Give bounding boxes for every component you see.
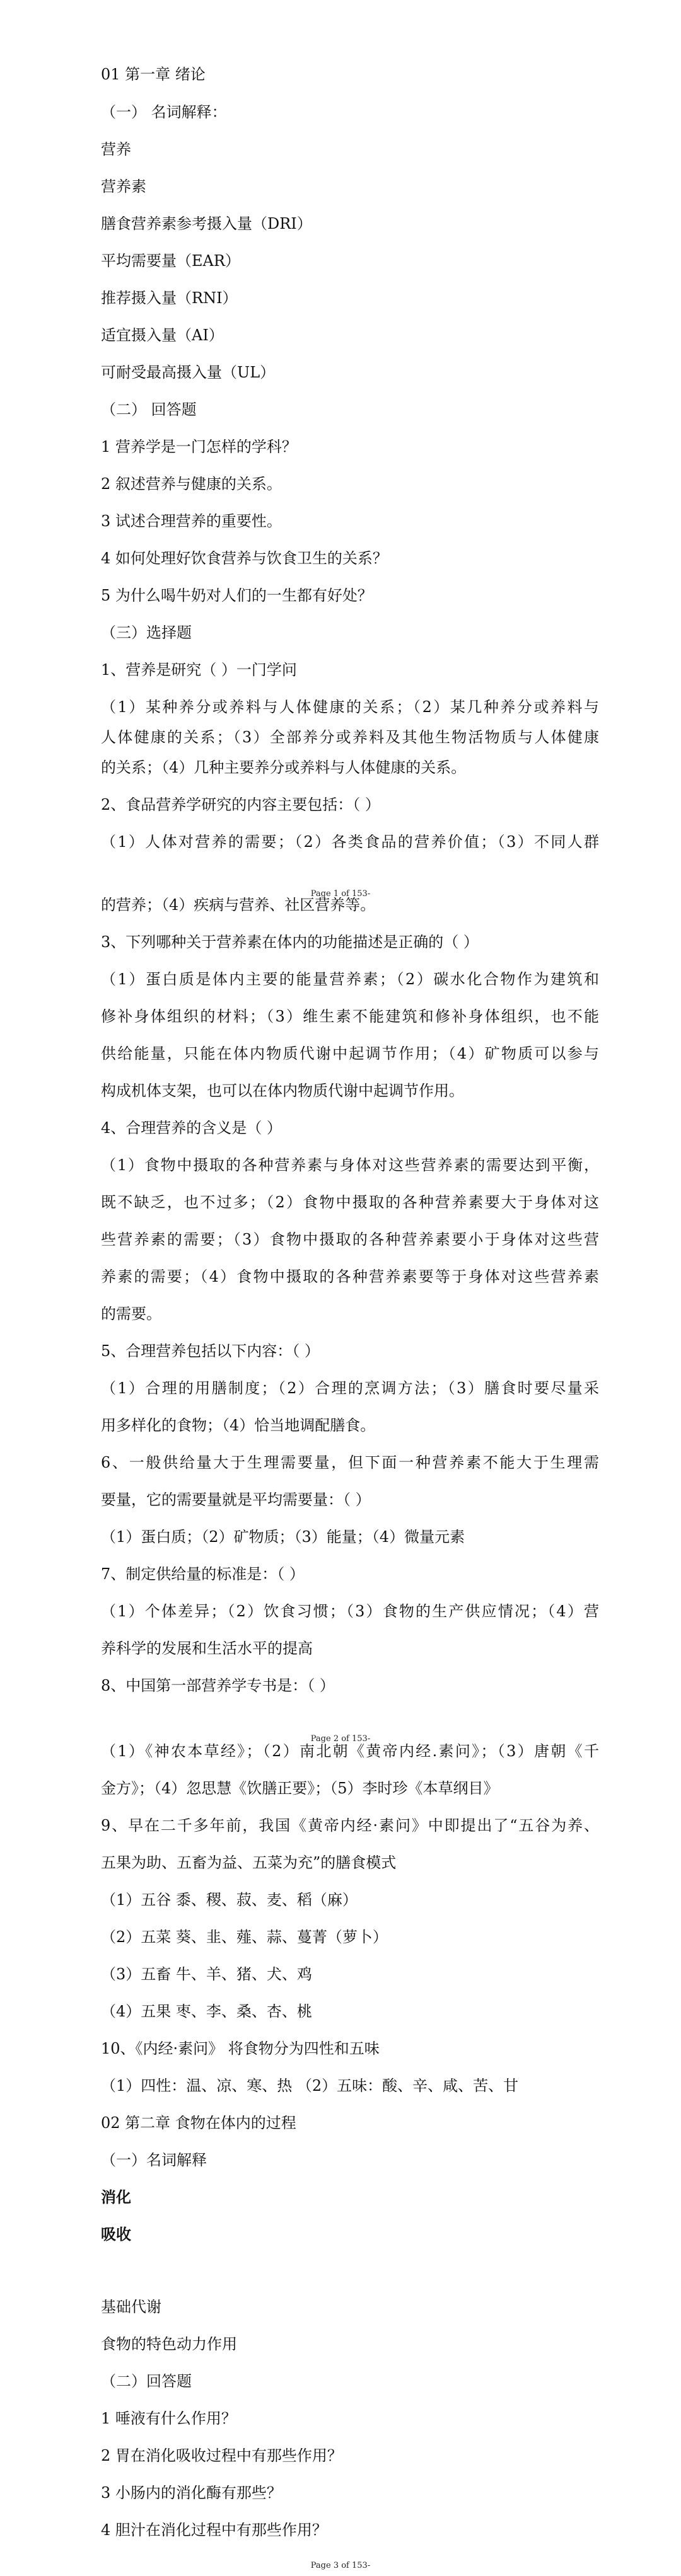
page-number: Page 1 of 153-: [310, 889, 371, 899]
answer-option-line: 养科学的发展和生活水平的提高: [101, 1640, 313, 1657]
term: 基础代谢: [101, 2298, 161, 2316]
answer-option-line: 的营养；（4）疾病与营养、社区营养等。: [101, 896, 376, 914]
term: 可耐受最高摄入量（UL）: [101, 364, 276, 381]
section-heading: （二） 回答题: [101, 401, 197, 418]
chapter-heading: 01 第一章 绪论: [101, 66, 206, 83]
question: 要量，它的需要量就是平均需要量：（ ）: [101, 1491, 371, 1509]
answer-option-line: （2）五菜 葵、韭、薤、蒜、蔓菁（萝卜）: [101, 1928, 388, 1946]
answer-option-line: 的关系；（4）几种主要养分或养料与人体健康的关系。: [101, 759, 467, 776]
answer-option-line: （4）五果 枣、李、桑、杏、桃: [101, 2003, 312, 2020]
term: 食物的特色动力作用: [101, 2335, 237, 2353]
term: 消化: [101, 2188, 131, 2206]
answer-option-line: （1）个体差异；（2）饮食习惯；（3）食物的生产供应情况；（4）营: [101, 1602, 599, 1620]
section-heading: （一） 名词解释：: [101, 103, 227, 121]
question: 3 试述合理营养的重要性。: [101, 512, 282, 530]
question: 7、制定供给量的标准是：（ ）: [101, 1565, 305, 1583]
answer-option-line: （1）四性：温、凉、寒、热 （2）五味：酸、辛、咸、苦、甘: [101, 2077, 519, 2095]
answer-option-line: 人体健康的关系；（3）全部养分或养料及其他生物活物质与人体健康: [101, 728, 599, 746]
answer-option-line: （1）五谷 黍、稷、菽、麦、稻（麻）: [101, 1891, 358, 1909]
question: 9、早在二千多年前，我国《黄帝内经·素问》中即提出了“五谷为养、: [101, 1817, 599, 1834]
answer-option-line: 些营养素的需要；（3）食物中摄取的各种营养素要小于身体对这些营: [101, 1231, 599, 1248]
answer-option-line: 既不缺乏，也不过多；（2）食物中摄取的各种营养素要大于身体对这: [101, 1193, 599, 1211]
page-number: Page 3 of 153-: [310, 2561, 371, 2570]
question: 8、中国第一部营养学专书是：（ ）: [101, 1677, 335, 1694]
question: 4、合理营养的含义是（ ）: [101, 1119, 282, 1137]
answer-option-line: 修补身体组织的材料；（3）维生素不能建筑和修补身体组织，也不能: [101, 1008, 599, 1025]
question: 4 如何处理好饮食营养与饮食卫生的关系？: [101, 549, 388, 567]
question: 1 营养学是一门怎样的学科？: [101, 438, 297, 456]
question: 2、食品营养学研究的内容主要包括：（ ）: [101, 796, 380, 814]
answer-option-line: （1）合理的用膳制度；（2）合理的烹调方法；（3）膳食时要尽量采: [101, 1379, 599, 1397]
answer-option-line: 养素的需要；（4）食物中摄取的各种营养素要等于身体对这些营养素: [101, 1268, 599, 1285]
question: 4 胆汁在消化过程中有那些作用？: [101, 2521, 327, 2539]
term: 吸收: [101, 2225, 131, 2243]
question: 1 唾液有什么作用？: [101, 2410, 236, 2427]
answer-option-line: 构成机体支架，也可以在体内物质代谢中起调节作用。: [101, 1082, 464, 1100]
term: 营养: [101, 141, 131, 158]
answer-option-line: （1）蛋白质；（2）矿物质；（3）能量；（4）微量元素: [101, 1528, 465, 1546]
page-number: Page 2 of 153-: [310, 1734, 371, 1744]
answer-option-line: 的需要。: [101, 1305, 161, 1323]
answer-option-line: （1）蛋白质是体内主要的能量营养素；（2）碳水化合物作为建筑和: [101, 970, 599, 988]
term: 平均需要量（EAR）: [101, 252, 240, 270]
answer-option-line: （3）五畜 牛、羊、猪、犬、鸡: [101, 1965, 312, 1983]
answer-option-line: 供给能量，只能在体内物质代谢中起调节作用；（4）矿物质可以参与: [101, 1045, 599, 1062]
question: 6、一般供给量大于生理需要量，但下面一种营养素不能大于生理需: [101, 1454, 599, 1471]
answer-option-line: 金方》；（4）忽思慧《饮膳正要》；（5）李时珍《本草纲目》: [101, 1780, 499, 1797]
section-heading: （一）名词解释: [101, 2151, 207, 2169]
question: 3 小肠内的消化酶有那些？: [101, 2484, 282, 2502]
question: 10、《内经·素问》 将食物分为四性和五味: [101, 2040, 380, 2057]
term: 适宜摄入量（AI）: [101, 326, 224, 344]
chapter-heading: 02 第二章 食物在体内的过程: [101, 2114, 296, 2132]
question: 2 叙述营养与健康的关系。: [101, 475, 282, 493]
question: 2 胃在消化吸收过程中有那些作用？: [101, 2447, 342, 2464]
question: 五果为助、五畜为益、五菜为充”的膳食模式: [101, 1854, 397, 1872]
section-heading: （二）回答题: [101, 2372, 192, 2390]
answer-option-line: （1）某种养分或养料与人体健康的关系；（2）某几种养分或养料与: [101, 698, 599, 716]
question: 5 为什么喝牛奶对人们的一生都有好处？: [101, 587, 373, 604]
question: 5、合理营养包括以下内容：（ ）: [101, 1342, 320, 1360]
section-heading: （三）选择题: [101, 624, 192, 641]
term: 营养素: [101, 178, 146, 195]
question: 1、营养是研究（ ）一门学问: [101, 661, 297, 679]
answer-option-line: （1）人体对营养的需要；（2）各类食品的营养价值；（3）不同人群: [101, 833, 599, 851]
term: 推荐摄入量（RNI）: [101, 289, 238, 307]
term: 膳食营养素参考摄入量（DRI）: [101, 215, 312, 233]
question: 3、下列哪种关于营养素在体内的功能描述是正确的（ ）: [101, 933, 479, 951]
answer-option-line: （1）食物中摄取的各种营养素与身体对这些营养素的需要达到平衡，: [101, 1156, 599, 1174]
answer-option-line: 用多样化的食物；（4）恰当地调配膳食。: [101, 1417, 376, 1434]
answer-option-line: （1）《神农本草经》；（2）南北朝《黄帝内经.素问》；（3）唐朝《千: [101, 1742, 599, 1760]
